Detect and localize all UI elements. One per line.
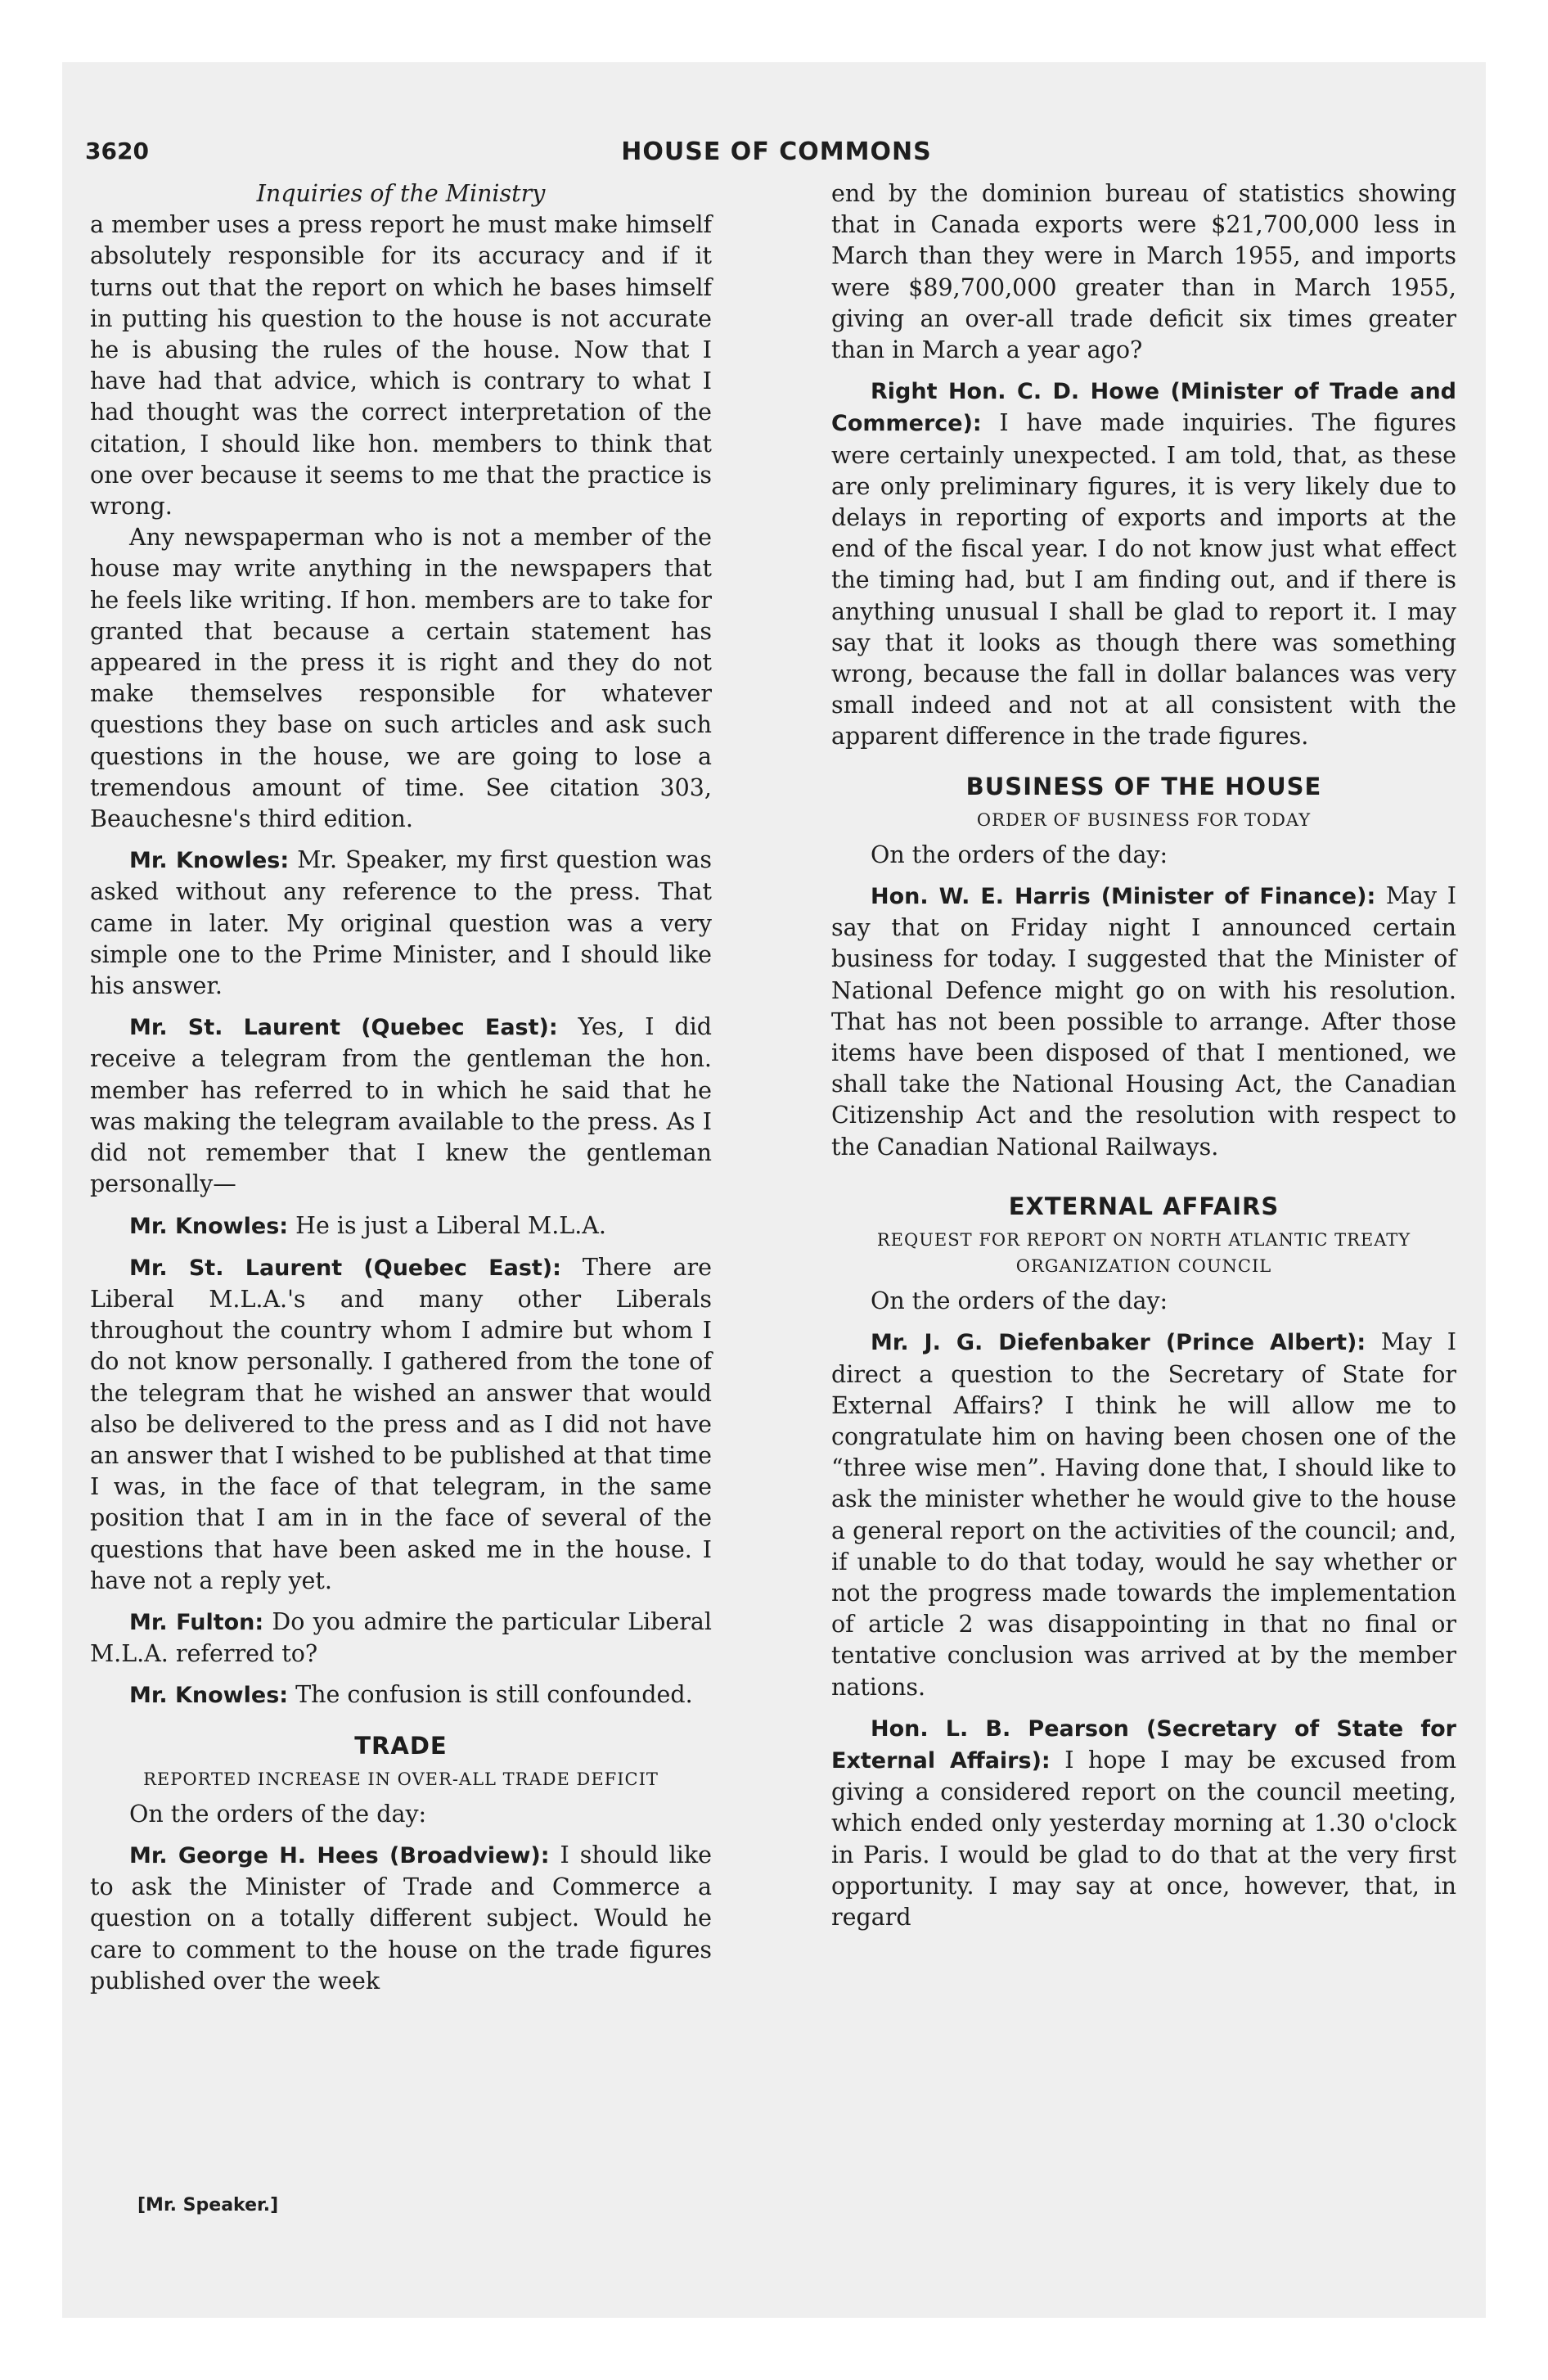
speech <box>90 845 712 1002</box>
speaker-name: Hon. L. B. Pearson (Secretary of State for External Affairs): <box>831 1715 1456 1774</box>
subhead-trade: REPORTED INCREASE IN OVER-ALL TRADE DEFICIT <box>143 1769 659 1789</box>
speech <box>90 1607 712 1670</box>
speech <box>90 1012 712 1200</box>
speaker-name: Mr. Knowles: <box>129 1213 289 1239</box>
speaker-name: Mr. Knowles: <box>129 848 290 874</box>
speaker-name: Right Hon. C. D. Howe (Minister of Trade and Commerce): <box>831 379 1456 437</box>
page-header <box>85 137 1468 174</box>
speech-text: I should like to ask the Minister of Trade and Commerce a question on a totally different subject. Would he care to comment to the house on the trade figures published over the week <box>90 1841 712 1995</box>
speech-text: There are Liberal M.L.A.'s and many other Liberals throughout the country whom I admire but whom I do not know personally. I gathered from the tone of the telegram that he wished an answer that would also be delivered to the press and as I did not have an answer that I wished to be published at that time I was, in the face of that telegram, in the same position that I am in in the face of several of the questions that have been asked me in the house. I have not a reply yet. <box>90 1253 713 1594</box>
page-number: 3620 <box>85 137 149 165</box>
speech <box>831 881 1456 1163</box>
speech-text: May I direct a question to the Secretary of State for External Affairs? I think he will allow me to congratulate him on having been chosen one of the “three wise men”. Having done that, I should like to ask the minister whether he would give to the house a general report on the activities of the council; and, if unable to do that today, would he say whether or not the progress made towards the implementation of article 2 was disappointing in that no final or tentative conclusion was arrived at by the member nations. <box>831 1328 1457 1701</box>
speech-text: I have made inquiries. The figures were certainly unexpected. I am told, that, as these are only preliminary figures, it is very likely due to delays in reporting of exports and imports at the end of the fiscal year. I do not know just what effect the timing had, but I am finding out, and if there is anything unusual I shall be glad to report it. I may say that it looks as though there was something wrong, because the fall in dollar balances was very small indeed and not at all consistent with the apparent difference in the trade figures. <box>831 409 1456 751</box>
paragraph: a member uses a press report he must make himself absolutely responsible for its accuracy and if it turns out that the report on which he bases himself in putting his question to the house is not accurate he is abusing the rules of the house. Now that I have had that advice, which is contrary to what I had thought was the correct interpretation of the citation, I should like hon. members to think that one over because it seems to me that the practice is wrong. <box>90 211 712 521</box>
speaker-name: Mr. St. Laurent (Quebec East): <box>129 1255 561 1281</box>
orders-line: On the orders of the day: <box>871 841 1168 868</box>
speech <box>90 1840 712 1997</box>
subhead-business: ORDER OF BUSINESS FOR TODAY <box>976 809 1312 830</box>
speech-text: Yes, I did receive a telegram from the gentleman the hon. member has referred to in which he said that he was making the telegram available to the press. As I did not remember that I knew the gentleman personally— <box>90 1013 713 1198</box>
speech <box>831 376 1456 752</box>
speech <box>90 1679 712 1711</box>
speaker-name: Mr. St. Laurent (Quebec East): <box>129 1015 558 1041</box>
right-column <box>831 178 1456 1933</box>
speech-text: May I say that on Friday night I announced certain business for today. I suggested that the Minister of National Defence might go on with his resolution. That has not been possible to arrange. After those items have been disposed of that I mentioned, we shall take the National Housing Act, the Canadian Citizenship Act and the resolution with respect to the Canadian National Railways. <box>831 882 1456 1161</box>
section-subtitle: Inquiries of the Ministry <box>256 180 546 207</box>
paragraph: end by the dominion bureau of statistics showing that in Canada exports were $21,700,000 less in March than they were in March 1955, and imports were $89,700,000 greater than in March 1955, giving an over-all trade deficit six times greater than in March a year ago? <box>831 180 1456 364</box>
speech <box>831 1327 1456 1702</box>
speech-text: The confusion is still confounded. <box>295 1681 693 1709</box>
footer-note: [Mr. Speaker.] <box>137 2195 279 2215</box>
section-title-external: EXTERNAL AFFAIRS <box>1008 1192 1280 1220</box>
left-column <box>90 178 712 1997</box>
paragraph: Any newspaperman who is not a member of the house may write anything in the newspapers that he feels like writing. If hon. members are to take for granted that because a certain statement has appeared in the press it is right and they do not make themselves responsible for whatever questions they base on such articles and ask such questions in the house, we are going to lose a tremendous amount of time. See citation 303, Beauchesne's third edition. <box>90 524 712 833</box>
speech-text: He is just a Liberal M.L.A. <box>295 1211 606 1239</box>
speaker-name: Mr. George H. Hees (Broadview): <box>129 1842 550 1868</box>
speech-text: I hope I may be excused from giving a considered report on the council meeting, which ended only yesterday morning at 1.30 o'clock in Paris. I would be glad to do that at the very first opportunity. I may say at once, however, that, in regard <box>831 1746 1457 1931</box>
speaker-name: Mr. J. G. Diefenbaker (Prince Albert): <box>871 1330 1366 1356</box>
speech-text: Do you admire the particular Liberal M.L.A. referred to? <box>90 1607 712 1668</box>
speech <box>90 1210 712 1242</box>
speaker-name: Hon. W. E. Harris (Minister of Finance): <box>871 884 1376 910</box>
speech-text: Mr. Speaker, my first question was asked without any reference to the press. That came in later. My original question was a very simple one to the Prime Minister, and I should like his answer. <box>90 846 713 1000</box>
speaker-name: Mr. Knowles: <box>129 1683 289 1709</box>
speaker-name: Mr. Fulton: <box>129 1609 264 1635</box>
running-head: HOUSE OF COMMONS <box>621 137 932 166</box>
subhead-external: REQUEST FOR REPORT ON NORTH ATLANTIC TREATY ORGANIZATION COUNCIL <box>876 1230 1411 1277</box>
speech <box>90 1252 712 1597</box>
orders-line: On the orders of the day: <box>871 1287 1168 1315</box>
orders-line: On the orders of the day: <box>129 1800 427 1828</box>
section-title-business: BUSINESS OF THE HOUSE <box>965 772 1322 800</box>
speech <box>831 1713 1456 1933</box>
section-title-trade: TRADE <box>354 1731 448 1760</box>
